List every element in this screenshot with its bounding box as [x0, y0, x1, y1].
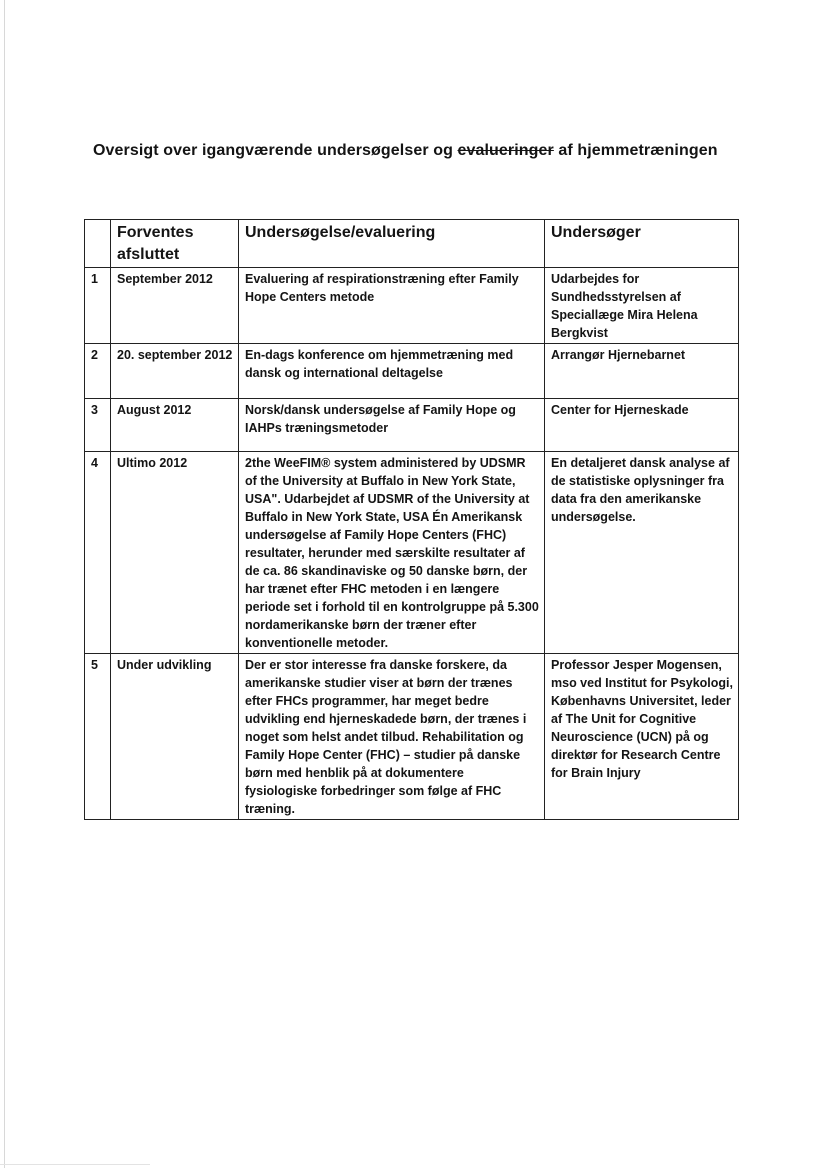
title-text-end: af hjemmetræningen [553, 142, 718, 159]
title-text-start: Oversigt over igangværende undersøgelser og [93, 142, 458, 159]
row-expected: 20. september 2012 [111, 344, 239, 399]
header-investigator: Undersøger [545, 220, 739, 268]
row-investigator: En detaljeret dansk analyse af de statistiske oplysninger fra data fra den amerikanske undersøgelse. [545, 452, 739, 654]
page-bottom-edge [0, 1164, 150, 1165]
row-study: Evaluering af respirationstræning efter Family Hope Centers metode [239, 268, 545, 344]
row-number: 3 [85, 399, 111, 452]
title-struck-word: evalueringer [457, 142, 554, 159]
table-row [85, 344, 739, 399]
row-study: Norsk/dansk undersøgelse af Family Hope og IAHPs træningsmetoder [239, 399, 545, 452]
row-expected: August 2012 [111, 399, 239, 452]
row-investigator: Udarbejdes for Sundhedsstyrelsen af Speciallæge Mira Helena Bergkvist [545, 268, 739, 344]
row-number: 4 [85, 452, 111, 654]
table-row [85, 399, 739, 452]
table-row [85, 654, 739, 820]
table-header-row [85, 220, 739, 268]
table-row [85, 268, 739, 344]
row-investigator: Center for Hjerneskade [545, 399, 739, 452]
header-number [85, 220, 111, 268]
row-number: 5 [85, 654, 111, 820]
page-title [93, 142, 773, 160]
row-number: 1 [85, 268, 111, 344]
row-expected: Ultimo 2012 [111, 452, 239, 654]
row-expected: September 2012 [111, 268, 239, 344]
row-study: 2the WeeFIM® system administered by UDSMR of the University at Buffalo in New York State, USA". Udarbejdet af UDSMR of the University at Buffalo in New York State, USA Én Amerikansk undersøgelse af Family Hope Centers (FHC) resultater, herunder med særskilte resultater af de ca. 86 skandinaviske og 50 danske børn, der har trænet efter FHC metoden i en længere periode set i forhold til en kontrolgruppe på 5.300 nordamerikanske børn der træner efter konventionelle metoder. [239, 452, 545, 654]
studies-table [84, 219, 739, 820]
row-investigator: Arrangør Hjernebarnet [545, 344, 739, 399]
row-expected: Under udvikling [111, 654, 239, 820]
row-study: Der er stor interesse fra danske forskere, da amerikanske studier viser at børn der trænes efter FHCs programmer, har meget bedre udvikling end hjerneskadede børn, der trænes i noget som helst andet tilbud. Rehabilitation og Family Hope Center (FHC) – studier på danske børn med henblik på at dokumentere fysiologiske forbedringer som følge af FHC træning. [239, 654, 545, 820]
row-study: En-dags konference om hjemmetræning med dansk og international deltagelse [239, 344, 545, 399]
table-row [85, 452, 739, 654]
row-number: 2 [85, 344, 111, 399]
header-study: Undersøgelse/evaluering [239, 220, 545, 268]
row-investigator: Professor Jesper Mogensen, mso ved Institut for Psykologi, Københavns Universitet, leder af The Unit for Cognitive Neuroscience (UCN) på og direktør for Research Centre for Brain Injury [545, 654, 739, 820]
page-edge-line [4, 0, 5, 1168]
header-expected: Forventes afsluttet [111, 220, 239, 268]
